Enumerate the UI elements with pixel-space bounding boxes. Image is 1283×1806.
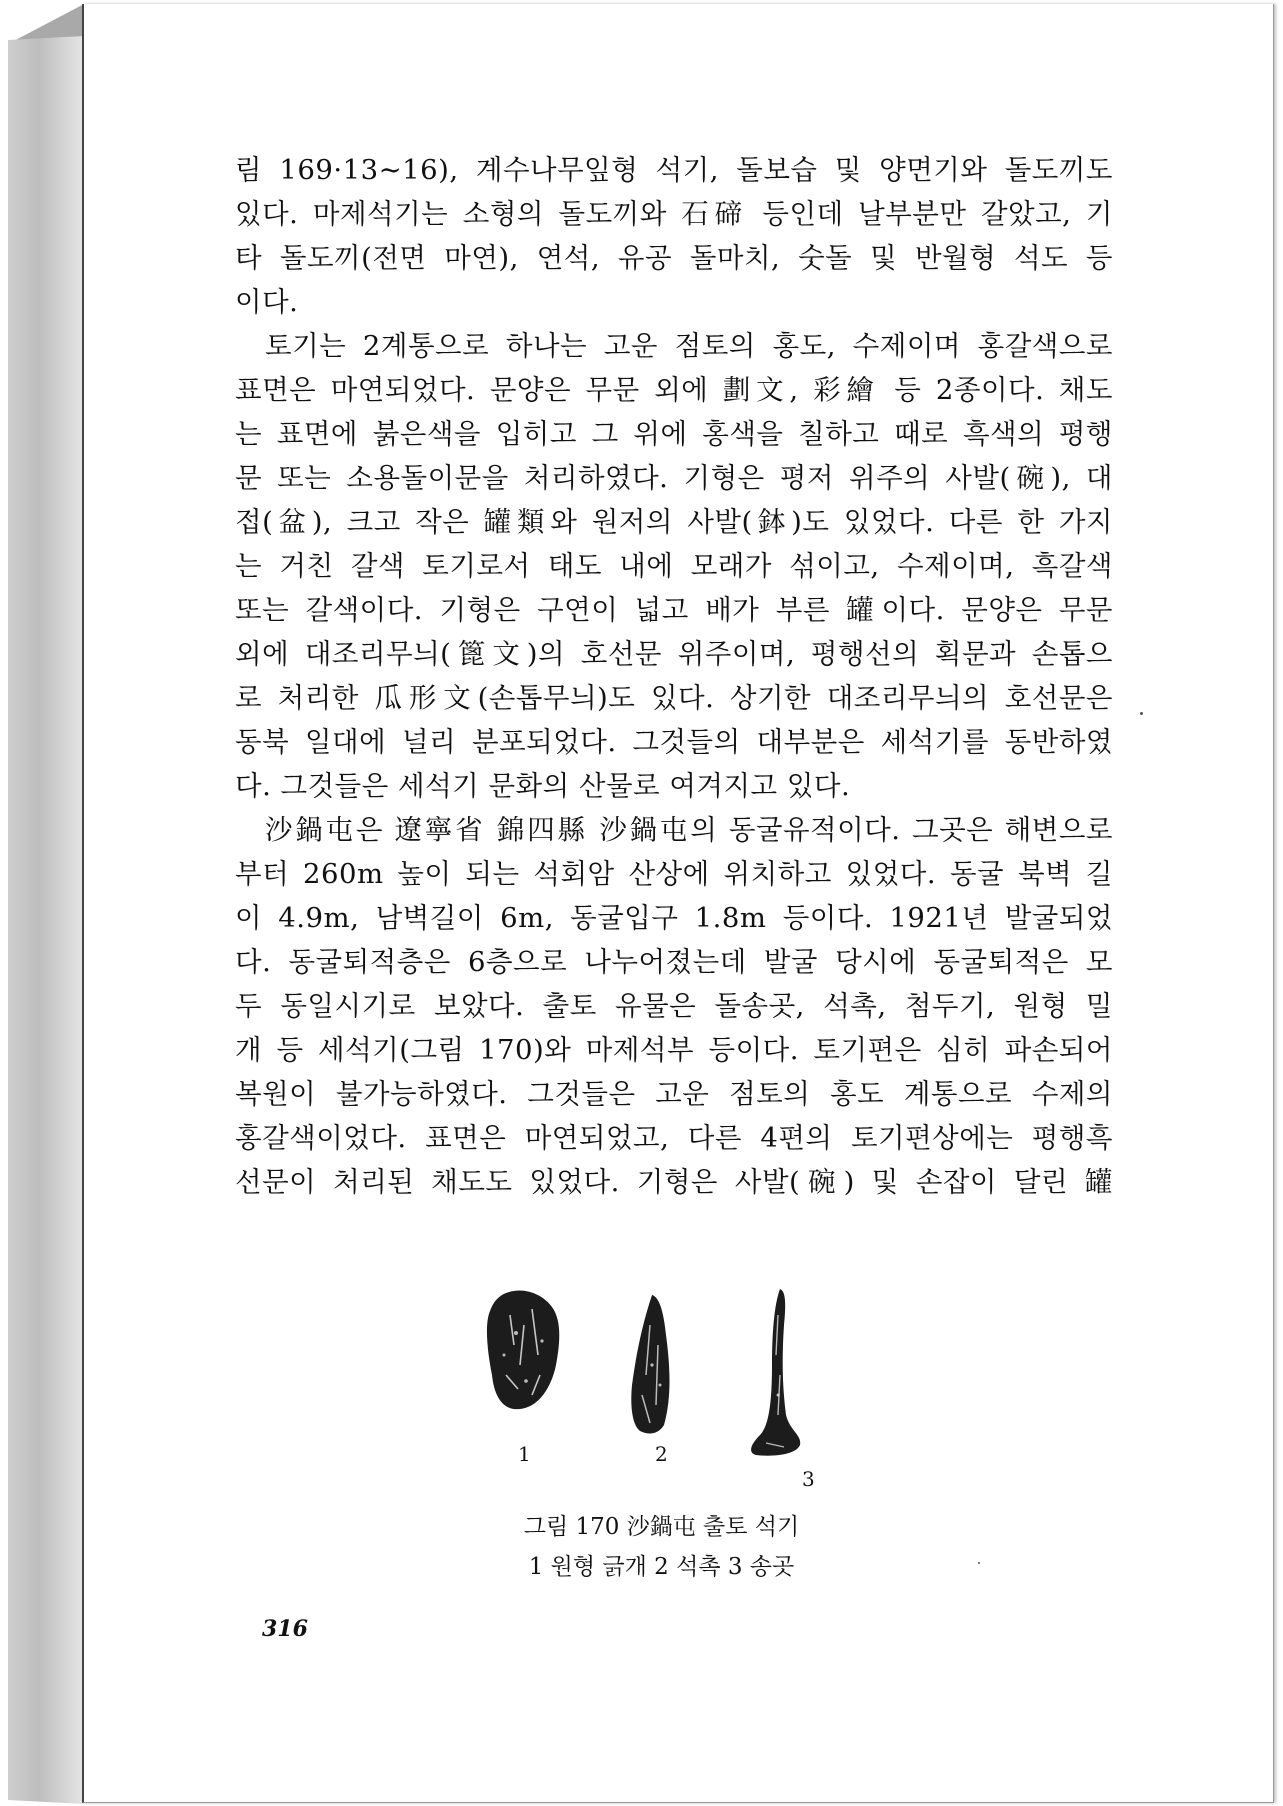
text-line — [235, 148, 1113, 192]
text-line — [235, 324, 1113, 368]
text-line-content: 로 처리한 瓜形文(손톱무늬)도 있다. 상기한 대조리무늬의 호선문은 — [235, 682, 1113, 714]
text-line — [235, 632, 1113, 676]
text-line — [235, 368, 1113, 412]
text-line-content: 개 등 세석기(그림 170)와 마제석부 등이다. 토기편은 심히 파손되어 — [235, 1034, 1113, 1066]
text-line-content: 두 동일시기로 보았다. 출토 유물은 돌송곳, 석촉, 첨두기, 원형 밀 — [235, 990, 1113, 1022]
text-line-content: 이 4.9m, 남벽길이 6m, 동굴입구 1.8m 등이다. 1921년 발굴되었 — [235, 902, 1113, 934]
text-line-content: 문 또는 소용돌이문을 처리하였다. 기형은 평저 위주의 사발(碗), 대 — [235, 462, 1113, 494]
text-line-content: 다. 동굴퇴적층은 6층으로 나누어졌는데 발굴 당시에 동굴퇴적은 모 — [235, 946, 1113, 978]
text-line-content: 沙鍋屯은 遼寧省 錦四縣 沙鍋屯의 동굴유적이다. 그곳은 해변으로 — [265, 814, 1113, 846]
text-line — [235, 896, 1113, 940]
text-line — [235, 984, 1113, 1028]
text-line — [235, 236, 1113, 280]
text-line — [235, 456, 1113, 500]
text-line-content: 접(盆), 크고 작은 罐類와 원저의 사발(鉢)도 있었다. 다른 한 가지 — [235, 506, 1113, 538]
page-number: 316 — [262, 1616, 308, 1642]
figure-label-1: 1 — [518, 1442, 531, 1466]
text-line — [235, 808, 1113, 852]
figure-caption-items: 1 원형 긁개 2 석촉 3 송곳 — [528, 1554, 795, 1580]
scan-speck — [978, 1562, 980, 1564]
artifact-round-scraper — [487, 1291, 559, 1410]
figure-170-drawing — [480, 1285, 860, 1490]
text-line — [235, 1116, 1113, 1160]
text-line-content: 있다. 마제석기는 소형의 돌도끼와 石碲 등인데 날부분만 갈았고, 기 — [235, 198, 1113, 230]
text-line-content: 선문이 처리된 채도도 있었다. 기형은 사발(碗) 및 손잡이 달린 罐 — [235, 1166, 1113, 1198]
body-text — [235, 148, 1113, 1204]
text-line-content: 는 거친 갈색 토기로서 태도 내에 모래가 섞이고, 수제이며, 흑갈색 — [235, 550, 1113, 582]
text-line — [235, 500, 1113, 544]
text-line — [235, 676, 1113, 720]
text-line-content: 림 169·13∼16), 계수나무잎형 석기, 돌보습 및 양면기와 돌도끼도 — [235, 154, 1113, 186]
text-line-content: 이다. — [235, 286, 299, 318]
figure-label-3: 3 — [802, 1467, 815, 1491]
text-line — [235, 1160, 1113, 1204]
artifact-awl — [751, 1289, 800, 1456]
text-line-content: 또는 갈색이다. 기형은 구연이 넓고 배가 부른 罐이다. 문양은 무문 — [235, 594, 1113, 626]
text-line-content: 타 돌도끼(전면 마연), 연석, 유공 돌마치, 숫돌 및 반월형 석도 등 — [235, 242, 1113, 274]
text-line — [235, 544, 1113, 588]
figure-label-2: 2 — [655, 1442, 668, 1466]
text-line-content: 부터 260m 높이 되는 석회암 산상에 위치하고 있었다. 동굴 북벽 길 — [235, 858, 1113, 890]
text-line — [235, 1028, 1113, 1072]
text-line-content: 외에 대조리무늬(篦文)의 호선문 위주이며, 평행선의 획문과 손톱으 — [235, 638, 1113, 670]
text-line-content: 홍갈색이었다. 표면은 마연되었고, 다른 4편의 토기편상에는 평행흑 — [235, 1122, 1113, 1154]
figure-caption-title: 그림 170 沙鍋屯 출토 석기 — [523, 1514, 800, 1540]
figure-170 — [480, 1285, 860, 1490]
text-line — [235, 940, 1113, 984]
text-line — [235, 588, 1113, 632]
text-line — [235, 280, 1113, 324]
text-line-content: 동북 일대에 널리 분포되었다. 그것들의 대부분은 세석기를 동반하였 — [235, 726, 1113, 758]
text-line — [235, 412, 1113, 456]
text-line — [235, 720, 1113, 764]
text-line-content: 다. 그것들은 세석기 문화의 산물로 여겨지고 있다. — [235, 770, 851, 802]
artifact-arrowhead — [631, 1295, 669, 1433]
scan-speck — [1140, 712, 1143, 715]
text-line — [235, 852, 1113, 896]
text-line-content: 표면은 마연되었다. 문양은 무문 외에 劃文, 彩繪 등 2종이다. 채도 — [235, 374, 1113, 406]
text-line — [235, 1072, 1113, 1116]
text-line — [235, 192, 1113, 236]
text-line-content: 복원이 불가능하였다. 그것들은 고운 점토의 홍도 계통으로 수제의 — [235, 1078, 1113, 1110]
text-line — [235, 764, 1113, 808]
text-line-content: 토기는 2계통으로 하나는 고운 점토의 홍도, 수제이며 홍갈색으로 — [265, 330, 1113, 362]
text-line-content: 는 표면에 붉은색을 입히고 그 위에 홍색을 칠하고 때로 흑색의 평행 — [235, 418, 1113, 450]
